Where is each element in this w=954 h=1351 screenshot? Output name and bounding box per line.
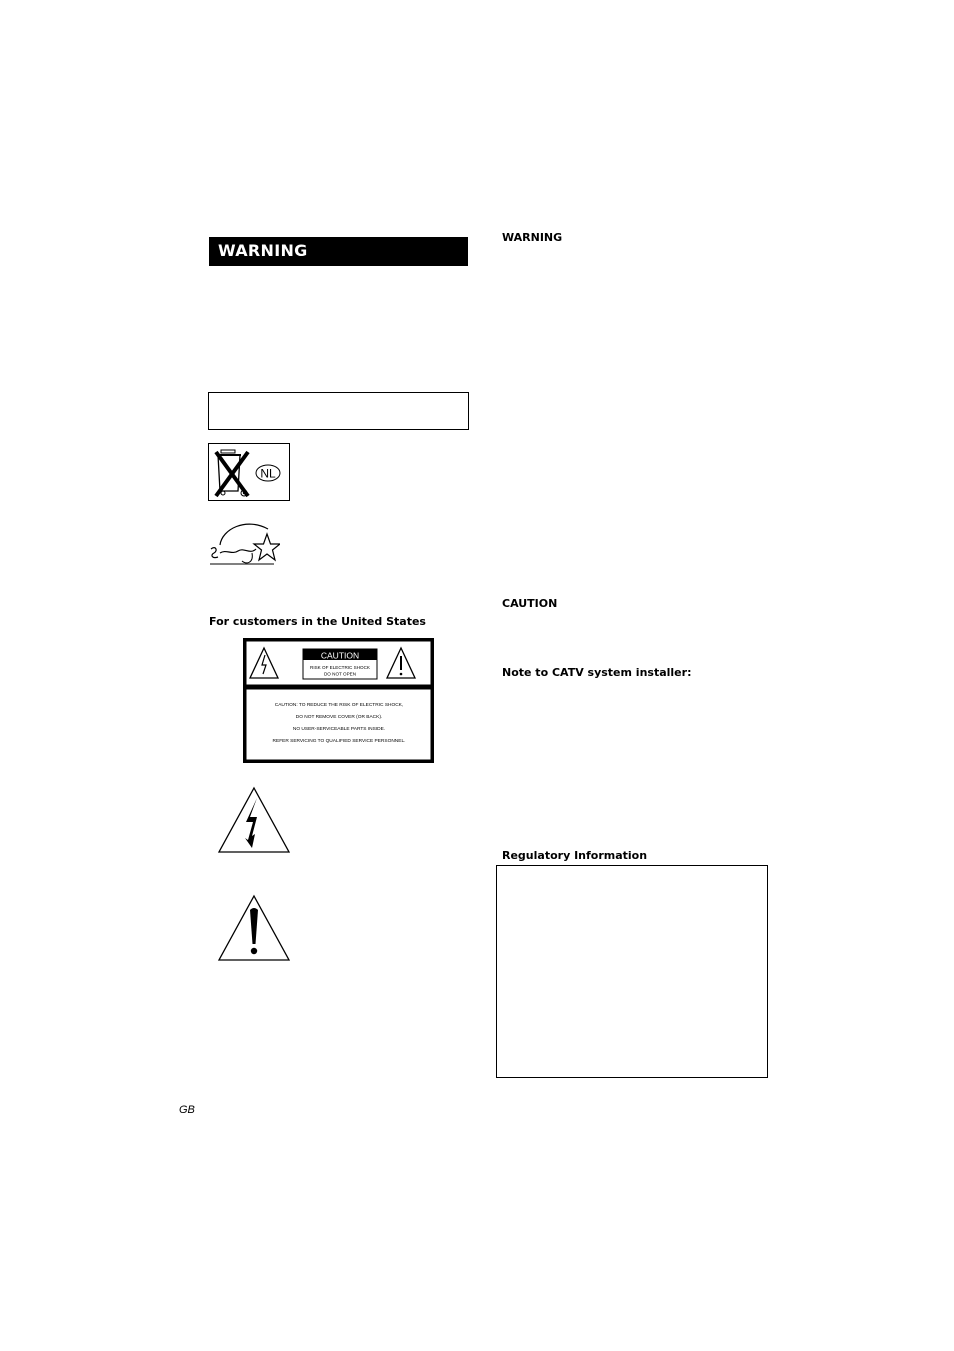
warning-banner xyxy=(209,237,468,266)
label-body-line: REFER SERVICING TO QUALIFIED SERVICE PERSONNEL. xyxy=(272,739,406,744)
recycle-badge-text: NL xyxy=(260,466,276,481)
notice-box xyxy=(208,392,469,430)
label-line1: RISK OF ELECTRIC SHOCK xyxy=(310,665,370,670)
label-caution-header: CAUTION xyxy=(320,650,360,661)
caution-label xyxy=(243,638,434,763)
label-body-line: DO NOT REMOVE COVER (OR BACK). xyxy=(295,715,383,720)
exclamation-triangle-icon xyxy=(217,894,291,962)
catv-heading: Note to CATV system installer: xyxy=(502,666,692,679)
label-body-line: CAUTION: TO REDUCE THE RISK OF ELECTRIC SHOCK, xyxy=(274,703,404,708)
label-line2: DO NOT OPEN xyxy=(323,671,357,677)
regulatory-heading: Regulatory Information xyxy=(502,849,648,862)
label-body-line: NO USER-SERVICEABLE PARTS INSIDE. xyxy=(292,727,386,732)
caution-heading: CAUTION xyxy=(502,597,558,610)
warning-heading: WARNING xyxy=(502,231,563,244)
us-customers-heading: For customers in the United States xyxy=(209,615,426,628)
energy-star-icon xyxy=(206,519,280,567)
crossed-bin-icon xyxy=(208,443,291,503)
regulatory-box xyxy=(496,865,768,1078)
page-marker: GB xyxy=(179,1104,195,1116)
warning-banner-title: WARNING xyxy=(218,241,308,260)
lightning-triangle-icon xyxy=(217,786,291,854)
